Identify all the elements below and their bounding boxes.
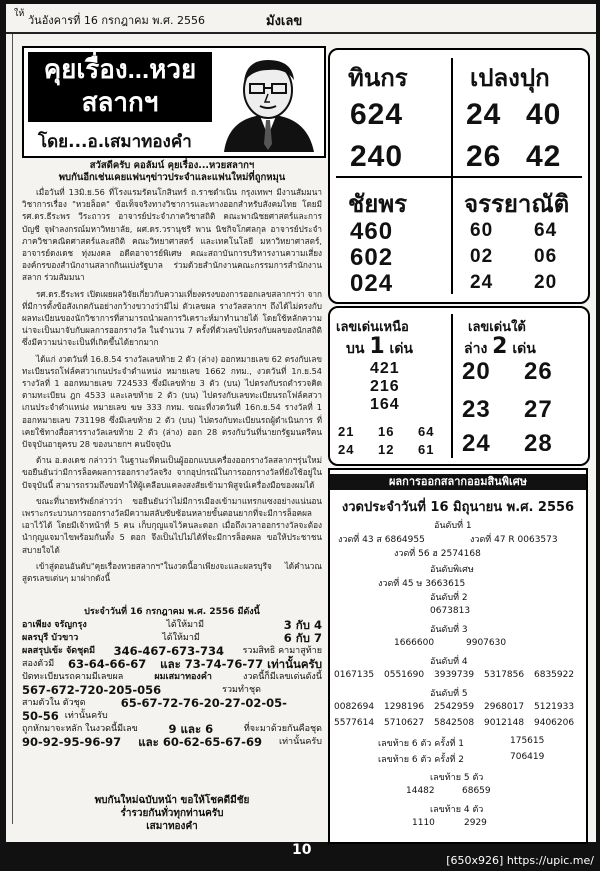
list-item: ผลสรุปเข้ะ จัดชุดมี 346-467-673-734 รวมสิทธิ คามาสูท้าย	[22, 644, 322, 658]
column-left	[22, 46, 322, 832]
list-item: ปัดทะเบียนรถคามมีเลขผล ผมเสมาทองคำ งวดนี้ก็มีเลขเด่นดังนี้	[22, 672, 322, 682]
north-small: 24	[338, 442, 355, 457]
paragraph: ขณะที่นายทรัพย์กล่าวว่า ขอยืนยันว่าไม่มีการเมืองเข้ามาแทรกแซงอย่างแน่นอนเพราะกระบวนการออกรางวัลมีความสลับซับซ้อนหลายขั้นตอนยากที่จะมีการล็อคผลเอาไว้ได้ โดยมีเจ้าหน้าที่ 5 คน เก็บกุญแจไว้คนละดอก เมื่อถึงเวลาออกรางวัลจะต้องนำกุญแจมาไขพร้อมกันทั้ง 5 ดอก จึงเป็นไปไม่ได้ที่จะมีการล็อคผล ขอให้ประชาชนสบายใจได้	[22, 495, 322, 555]
header-paper-name: มังเลข	[266, 14, 303, 29]
forecast-number: 40	[526, 98, 562, 131]
paragraph: ได้แก่ งวดวันที่ 16.8.54 รางวัลเลขท้าย 2 ตัว (ล่าง) ออกหมายเลข 62 ตรงกับเลขทะเบียนรถโฟล์คสวาเกนประจำตำแหน่ง หมายเลข 1662 กทม., งวดวันที่ 1ก.ย.54 รางวัลที่ 1 ออกหมายเลข 724533 ซึ่งมีเลขท้าย 3 ตัว (บน) ไปตรงกับรถตำรวจคิดตามทะเบียน ฎก 4533 และเลขท้าย 2 ตัว (บน) ไปตรงกับเลขทะเบียนรถโฟล์คสวาเกนประจำตำแหน่ง หมายเลข ฆษ 333 กทม. ขณะที่งวดวันที่ 16ก.ย.54 รางวัลที่ 1 ออกหมายเลข 731198 ซึ่งมีเลขท้าย 2 ตัว (บน) ไปตรงกับทะเบียนรถผู้ดำเนินการ ที่เคยใช้ทางสื่อสารรางวัลเลขท้าย 2 ตัว (ล่าง) ออก 28 ตรงกับวันที่นายกรัฐมนตรีคนปัจจุบันอายุครบ 28 ของนายกฯ คนปัจจุบัน	[22, 353, 322, 450]
forecast-number: 60	[470, 220, 494, 241]
paragraph: เมื่อวันที่ 13มิ.ย.56 ที่โรงแรมรัตนโกสินทร์ ถ.ราชดำเนิน กรุงเทพฯ มีงานสัมมนาวิชาการเรื่อง "หวยล็อค" ข้อเท็จจริงทางวิชาการและทางออกสำหรับสังคมไทย โดยมี รศ.ดร.ธีระพร วีระถาวร อาจารย์ประจำภาควิชาสถิติ คณะพาณิชยศาสตร์และการบัญชี จุฬาลงกรณ์มหาวิทยาลัย, ผศ.ดร.วรานุชรี พาน นิชกิจโกศลกุล อาจารย์ประจำภาควิชาคณิตศาสตร์และสถิติ คณะวิทยาศาสตร์ และเทคโนโลยี มหาวิทยาศาสตร์, อาจารย์ดงเดช ทุ่งมงคล อดีตอาจารย์พิเศษ คณะสถาบันการบริหารงานความเสี่ยงองค์กรของสำนักงานสลากกินแบ่งรัฐบาล ร่วมด้วยสำนักงานคณะกรรมการสำนักงานสลาก ร่วมสัมมนา	[22, 187, 322, 283]
south-label: เลขเด่นใต้	[468, 320, 526, 335]
forecast-number: 624	[350, 98, 404, 131]
forecast-number: 64	[534, 220, 558, 241]
intro-greeting: สวัสดีครับ คอลัมน์ คุยเรื่อง...หวยสลากฯ	[89, 160, 255, 171]
forecast-number: 602	[350, 244, 394, 271]
results-title: ผลการออกสลากออมสินพิเศษ	[330, 474, 586, 490]
south-number: 28	[524, 430, 553, 457]
forecast-box-top	[328, 48, 590, 304]
north-small: 16	[378, 424, 395, 439]
north-number: 164	[370, 396, 400, 413]
south-number: 20	[462, 358, 491, 385]
list-item: อาเพียง จรัญกรุง ได้ให้มามี 3 กับ 4	[22, 618, 322, 632]
page-number: 10	[292, 842, 312, 858]
paragraph: รศ.ดร.ธีระพร เปิดเผยผลวิจัยเกี่ยวกับความเที่ยงตรงของการออกเลขสลากฯว่า จากที่มีการตั้งข้อสังเกตกันอย่างกว้างขวางว่ามีไม่ ตัวเลขผล รางวัลสลากฯ ถึงได้ไม่ตรงกับผลทะเบียนของนักวิชาการที่สามารถนำผลการวิเคราะห์มาทำนายได้ โดยใช้หลักความน่าจะเป็นมาจับกับผลการออกรางวัล ในจำนวน 7 ครั้งที่ตัวเลขไปตรงกับผลของนักสถิติ ซึ่งมีความน่าจะเป็นที่เกิดขึ้นได้ยากมาก	[22, 288, 322, 348]
forecast-box-regions	[328, 306, 590, 466]
north-small: 12	[378, 442, 395, 457]
forecaster-name-plengpuk: เปลงปุก	[470, 65, 550, 92]
forecaster-name-chaiyaporn: ชัยพร	[348, 191, 408, 218]
north-number: 421	[370, 360, 400, 377]
column-title-line1: คุยเรื่อง...หวย	[43, 54, 197, 84]
intro-subline: พบกันอีกเช่นเคยแฟนๆข่าวประจำและแฟนใหม่ที่ถูกหมุน	[58, 172, 286, 183]
forecast-number: 02	[470, 246, 494, 267]
list-item: 50-56 เท่านั้นครับ	[22, 709, 108, 723]
newspaper-page	[6, 4, 596, 842]
forecast-number: 42	[526, 140, 562, 173]
column-title	[28, 52, 212, 122]
forecast-number: 024	[350, 270, 394, 297]
watermark: [650x926] https://upic.me/	[446, 854, 594, 867]
author-portrait	[216, 52, 320, 152]
list-item: 567-672-720-205-056 รวมทำชุด	[22, 683, 261, 697]
header-logo: ให้	[14, 9, 25, 19]
south-number: 27	[524, 396, 553, 423]
paragraph: ด้าน อ.ดงเดช กล่าวว่า ในฐานะที่ตนเป็นผู้ออกแบบเครื่องออกรางวัลสลากฯรุ่นใหม่ ขอยืนยันว่ามีการล็อคผลการออกรางวัลจริง จากอุปกรณ์ในการออกรางวัลที่ยังใช้อยู่ในปัจจุบันนี้ สามารถรวมถึงขอทำให้ผู้เคลือบแคลงสงสัยเข้ามาพิสูจน์เครื่องมือของผมได้	[22, 455, 322, 490]
south-number: 24	[462, 430, 491, 457]
forecaster-name-janyanat: จรรยาณัติ	[464, 191, 570, 218]
savings-lottery-results: ผลการออกสลากออมสินพิเศษ งวดประจำวันที่ 16 มิถุนายน พ.ศ. 2556 อันดับที่ 1 งวดที่ 43 ส 6864955 งวดที่ 47 R 0063573 งวดที่ 56 ฮ 2574168 อันดับพิเศษ งวดที่ 45 ษ 3663615 อันดับที่ 2 0673813 อันดับที่ 3 1666600 9907630 อันดับที่ 4 0167135 0551690 3939739 5317856 6835922 อันดับที่ 5 0082694 1298196 2542959 2968017 5121933 5577614 5710627 5842508 9012148 9406206 เลขท้าย 6 ตัว ครั้งที่ 1 175615 เลขท้าย 6 ตัว ครั้งที่ 2 706419 เลขท้าย 5 ตัว 14482 68659 เลขท้าย 4 ตัว 1110 2929	[328, 468, 588, 844]
column-title-box	[22, 46, 326, 158]
column-title-line2: สลากฯ	[81, 87, 159, 117]
list-item: 90-92-95-96-97 และ 60-62-65-67-69 เท่านั้นครับ	[22, 735, 322, 749]
north-small: 21	[338, 424, 355, 439]
list-item: สามตัวใน ตัวชุด 65-67-72-76-20-27-02-05-	[22, 696, 287, 710]
margin-rule	[12, 34, 17, 824]
forecast-number: 24	[466, 98, 502, 131]
issue-label: ประจำวันที่ 16 กรกฎาคม พ.ศ. 2556 มีดังนี้	[84, 607, 260, 617]
south-number: 23	[462, 396, 491, 423]
south-number: 26	[524, 358, 553, 385]
column-intro	[22, 160, 322, 184]
list-item: สองตัวมี 63-64-66-67 และ 73-74-76-77 เท่านั้นครับ	[22, 657, 322, 671]
south-sub: ล่าง 2 เด่น	[464, 334, 536, 359]
paragraph: เข้าสู่ตอนอันดับ"คุยเรื่องหวยสลากฯ"ในงวดนี้อาเพียงจะและผลรบุรีจ ได้คำนวณสูตรเลขเด่นๆ มาฝากดังนี้	[22, 560, 322, 584]
north-small: 61	[418, 442, 435, 457]
forecast-number: 240	[350, 140, 404, 173]
forecaster-name-thinakorn: ทินกร	[348, 65, 408, 92]
header-date: วันอังคารที่ 16 กรกฎาคม พ.ศ. 2556	[28, 14, 205, 27]
forecast-number: 06	[534, 246, 558, 267]
list-item: ถูกหักมาจะหลัก ในงวดนี้มีเลข 9 และ 6 ที่จะมาด้วยกันคือชุด	[22, 722, 322, 736]
north-label: เลขเด่นเหนือ	[336, 320, 409, 335]
forecast-number: 20	[534, 272, 558, 293]
north-number: 216	[370, 378, 400, 395]
north-sub: บน 1 เด่น	[346, 334, 413, 359]
forecast-number: 26	[466, 140, 502, 173]
column-body	[22, 186, 322, 588]
column-byline: โดย...อ.เสมาทองคำ	[38, 132, 192, 152]
page-header	[6, 4, 596, 34]
column-closing: พบกันใหม่ฉบับหน้า ขอให้โชคดีมีชัย ร่ำรวยกันทั่วทุกท่านครับ เสมาทองคำ	[94, 795, 250, 832]
list-item: ผลรบุรี บัวขาว ได้ให้มามี 6 กับ 7	[22, 631, 322, 645]
lucky-numbers-list	[22, 606, 322, 749]
north-small: 64	[418, 424, 435, 439]
results-date: งวดประจำวันที่ 16 มิถุนายน พ.ศ. 2556	[341, 500, 575, 515]
forecast-number: 460	[350, 218, 394, 245]
forecast-number: 24	[470, 272, 494, 293]
